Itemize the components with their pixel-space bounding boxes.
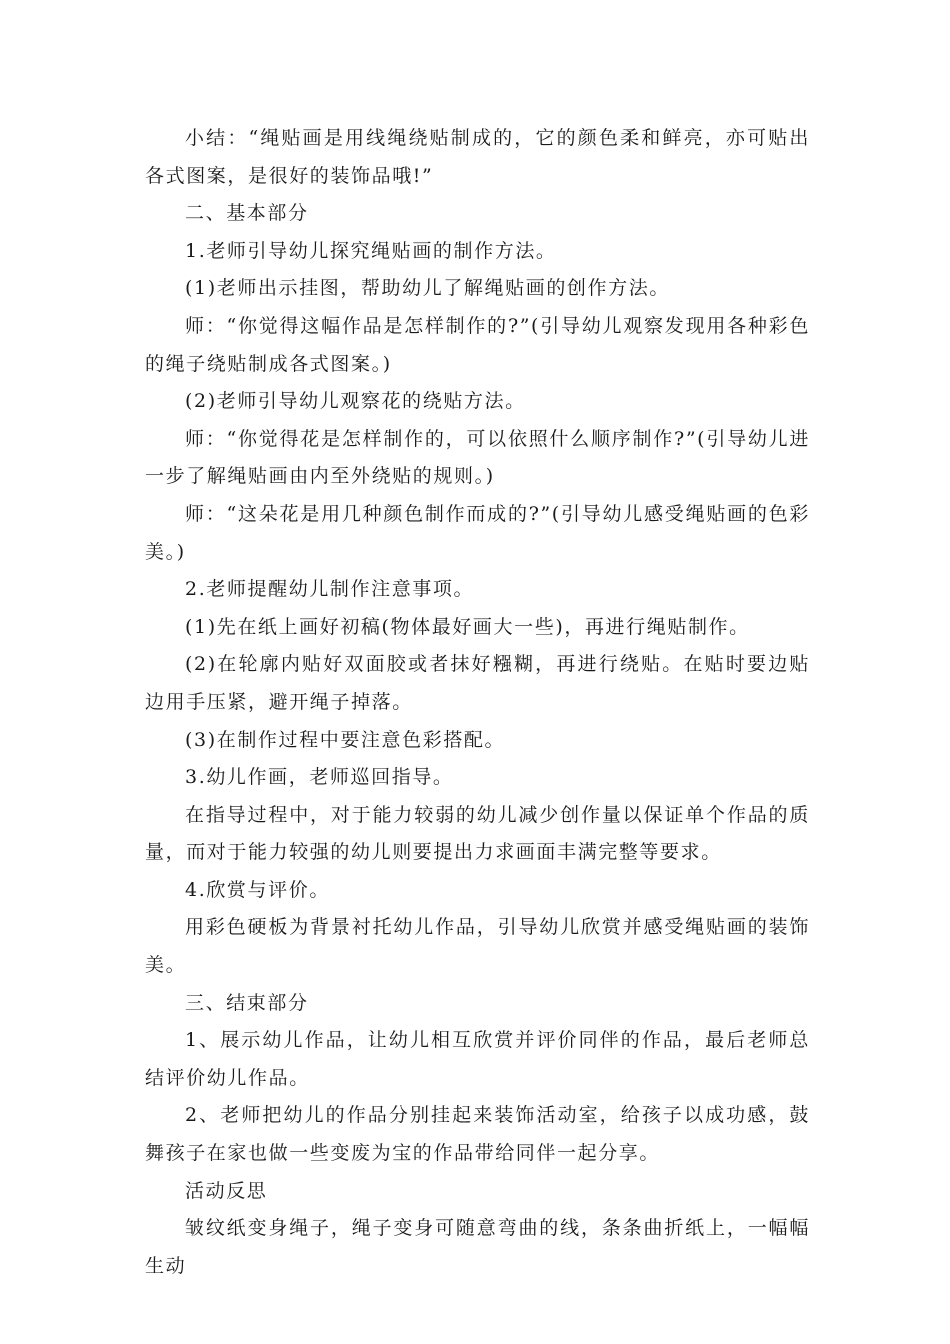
reflection-heading: 活动反思 (185, 1179, 268, 1202)
reflection-paragraph: 皱纹纸变身绳子，绳子变身可随意弯曲的线，条条曲折纸上，一幅幅生动 (145, 1217, 810, 1277)
section-heading-ending: 三、结束部分 (185, 991, 309, 1014)
appreciation-paragraph: 用彩色硬板为背景衬托幼儿作品，引导幼儿欣赏并感受绳贴画的装饰美。 (145, 916, 810, 977)
step-item-2-1: (1)先在纸上画好初稿(物体最好画大一些)，再进行绳贴制作。 (185, 615, 750, 638)
step-item-2-3: (3)在制作过程中要注意色彩搭配。 (185, 728, 506, 751)
step-heading-2: 2.老师提醒幼儿制作注意事项。 (185, 578, 475, 601)
step-item-2-2: (2)在轮廓内贴好双面胶或者抹好糨糊，再进行绕贴。在贴时要边贴边用手压紧，避开绳子掉落。 (145, 653, 810, 713)
summary-paragraph: 小结：“绳贴画是用线绳绕贴制成的，它的颜色柔和鲜亮，亦可贴出各式图案，是很好的装饰品哦!” (145, 127, 810, 187)
step-heading-1: 1.老师引导幼儿探究绳贴画的制作方法。 (185, 239, 557, 262)
step-item-1-2: (2)老师引导幼儿观察花的绕贴方法。 (185, 390, 526, 413)
step-heading-3: 3.幼儿作画，老师巡回指导。 (185, 766, 454, 789)
section-heading-basic: 二、基本部分 (185, 202, 309, 225)
teacher-quote-1: 师：“你觉得这幅作品是怎样制作的?”(引导幼儿观察发现用各种彩色的绳子绕贴制成各式图案。) (145, 314, 810, 375)
ending-item-1: 1、展示幼儿作品，让幼儿相互欣赏并评价同伴的作品，最后老师总结评价幼儿作品。 (145, 1029, 810, 1089)
step-item-1-1: (1)老师出示挂图，帮助幼儿了解绳贴画的创作方法。 (185, 277, 670, 300)
guidance-paragraph: 在指导过程中，对于能力较弱的幼儿减少创作量以保证单个作品的质量，而对于能力较强的幼儿则要提出力求画面丰满完整等要求。 (145, 803, 810, 864)
ending-item-2: 2、老师把幼儿的作品分别挂起来装饰活动室，给孩子以成功感，鼓舞孩子在家也做一些变废为宝的作品带给同伴一起分享。 (145, 1104, 810, 1165)
teacher-quote-3: 师：“这朵花是用几种颜色制作而成的?”(引导幼儿感受绳贴画的色彩美。) (145, 502, 810, 563)
step-heading-4: 4.欣赏与评价。 (185, 878, 330, 901)
teacher-quote-2: 师：“你觉得花是怎样制作的，可以依照什么顺序制作?”(引导幼儿进一步了解绳贴画由内至外绕贴的规则。) (145, 427, 810, 488)
document-body (145, 120, 810, 1285)
